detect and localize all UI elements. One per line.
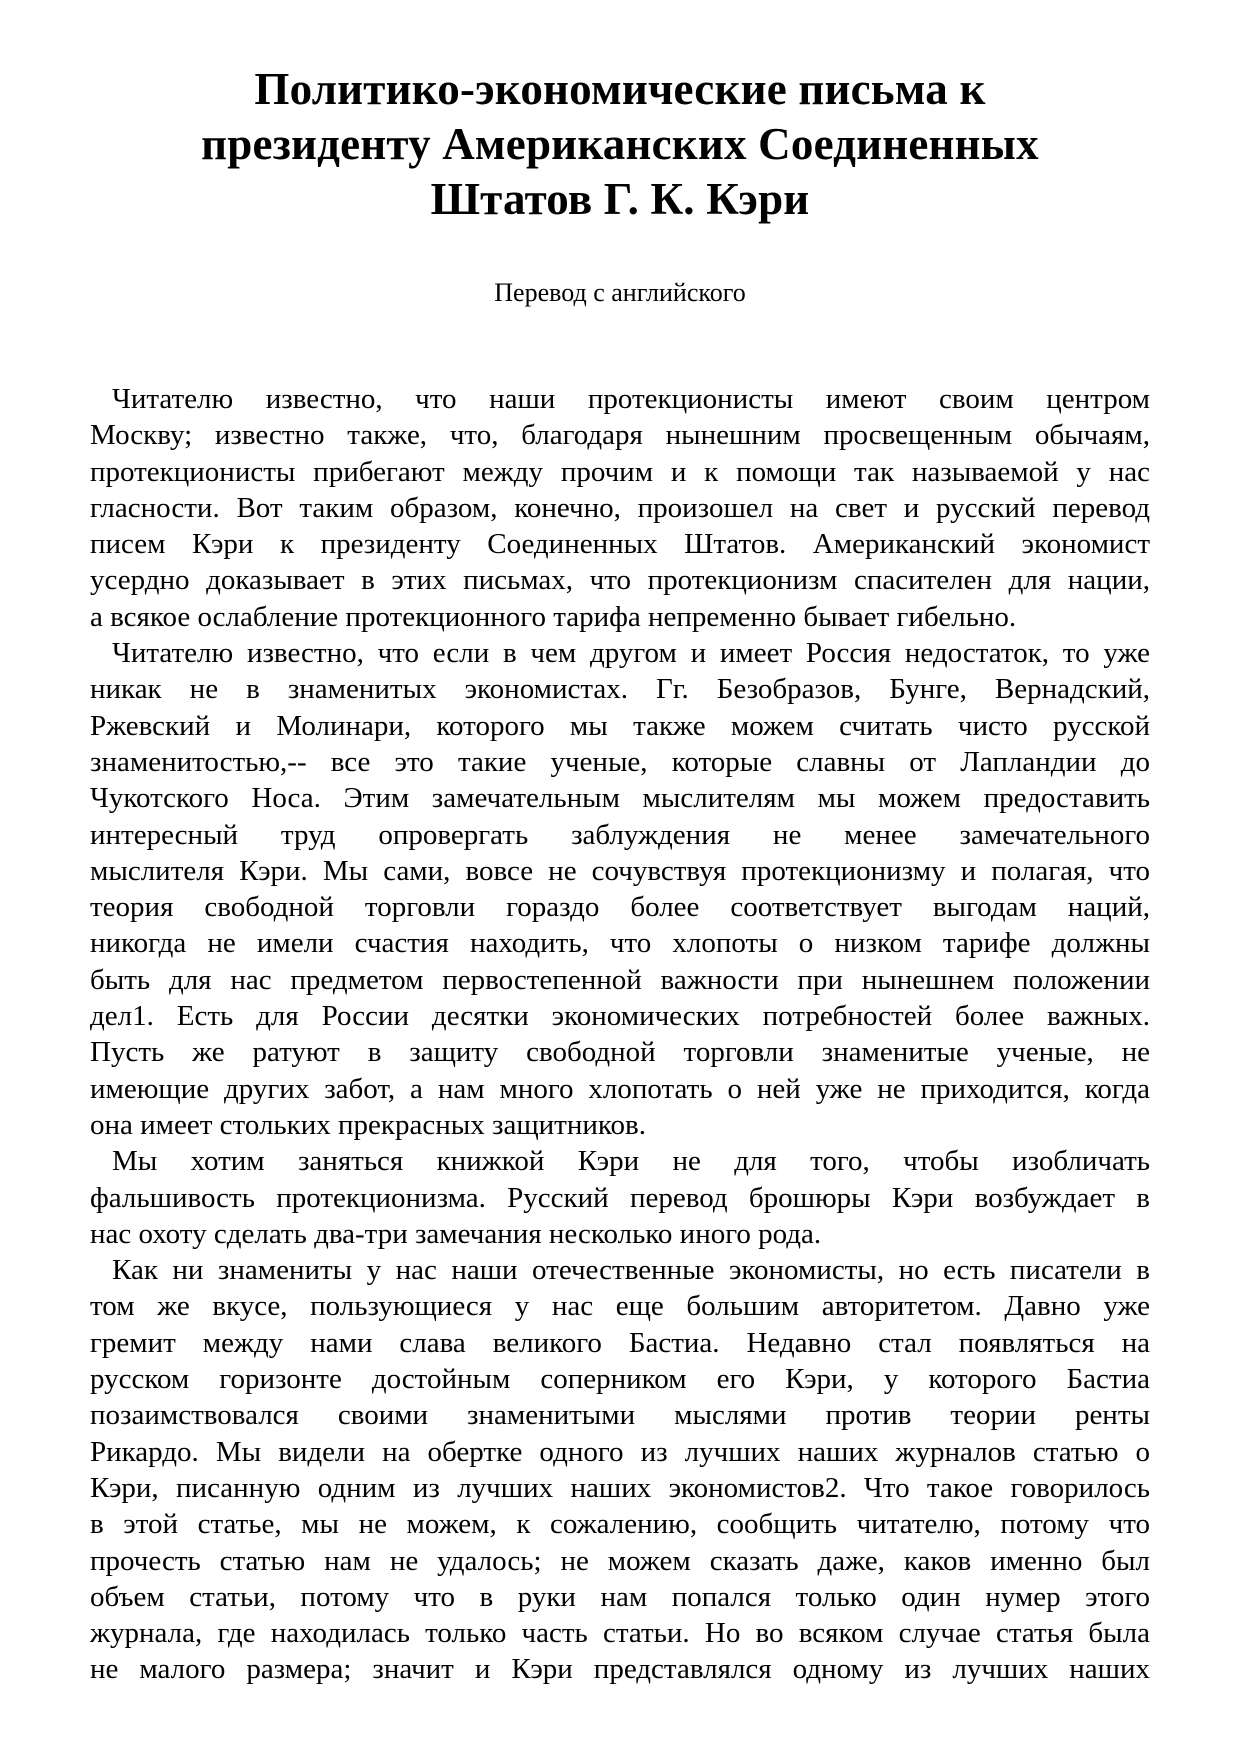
paragraph-line: объем статьи, потому что в руки нам попался только один нумер этого	[90, 1580, 1150, 1613]
paragraph-line: Мы хотим заняться книжкой Кэри не для того, чтобы изобличать	[112, 1145, 1150, 1178]
paragraph-line: Пусть же ратуют в защиту свободной торговли знаменитые ученые, не	[90, 1036, 1150, 1069]
paragraph-line: быть для нас предметом первостепенной важности при нынешнем положении	[90, 963, 1150, 996]
title-line: Политико-экономические письма к	[254, 64, 986, 114]
document-title	[100, 62, 1140, 227]
title-line: президенту Американских Соединенных	[201, 119, 1039, 169]
paragraph-line: усердно доказывает в этих письмах, что протекционизм спасителен для нации,	[90, 564, 1150, 597]
paragraph-line: никак не в знаменитых экономистах. Гг. Безобразов, Бунге, Вернадский,	[90, 673, 1150, 706]
paragraph-line: Москву; известно также, что, благодаря нынешним просвещенным обычаям,	[90, 419, 1150, 452]
paragraph-line: Читателю известно, что если в чем другом и имеет Россия недостаток, то уже	[112, 637, 1150, 670]
paragraph-line: Читателю известно, что наши протекционисты имеют своим центром	[112, 383, 1150, 415]
paragraph-line: Как ни знамениты у нас наши отечественные экономисты, но есть писатели в	[112, 1254, 1150, 1287]
paragraph-line: никогда не имели счастия находить, что хлопоты о низком тарифе должны	[90, 927, 1150, 960]
paragraph	[90, 1143, 1150, 1252]
paragraph-line: прочесть статью нам не удалось; не можем сказать даже, каков именно был	[90, 1544, 1150, 1577]
paragraph-line: она имеет стольких прекрасных защитников.	[90, 1108, 646, 1141]
paragraph-line: Кэри, писанную одним из лучших наших экономистов2. Что такое говорилось	[90, 1471, 1150, 1504]
paragraph-line: в этой статье, мы не можем, к сожалению, сообщить читателю, потому что	[90, 1508, 1150, 1541]
paragraph	[90, 381, 1150, 635]
paragraph	[90, 635, 1150, 1143]
paragraph-line: нас охоту сделать два-три замечания несколько иного рода.	[90, 1217, 822, 1250]
paragraph-line: гласности. Вот таким образом, конечно, произошел на свет и русский перевод	[90, 491, 1150, 524]
paragraph-line: мыслителя Кэри. Мы сами, вовсе не сочувствуя протекционизму и полагая, что	[90, 854, 1150, 887]
paragraph-line: том же вкусе, пользующиеся у нас еще большим авторитетом. Давно уже	[90, 1290, 1150, 1323]
document-subtitle: Перевод с английского	[494, 278, 746, 307]
paragraph-line: а всякое ослабление протекционного тарифа непременно бывает гибельно.	[90, 600, 1017, 633]
paragraph-line: знаменитостью,-- все это такие ученые, которые славны от Лапландии до	[90, 745, 1150, 778]
paragraph-line: Ржевский и Молинари, которого мы также можем считать чисто русской	[90, 709, 1150, 742]
paragraph	[90, 1252, 1150, 1688]
paragraph-line: дел1. Есть для России десятки экономических потребностей более важных.	[90, 1000, 1150, 1033]
paragraph-line: интересный труд опровергать заблуждения не менее замечательного	[90, 818, 1150, 851]
paragraph-line: позаимствовался своими знаменитыми мыслями против теории ренты	[90, 1399, 1150, 1432]
document-body	[90, 381, 1150, 1688]
paragraph-line: теория свободной торговли гораздо более соответствует выгодам наций,	[90, 891, 1150, 924]
paragraph-line: гремит между нами слава великого Бастиа. Недавно стал появляться на	[90, 1326, 1150, 1359]
title-line: Штатов Г. К. Кэри	[430, 174, 810, 224]
paragraph-line: писем Кэри к президенту Соединенных Штатов. Американский экономист	[90, 528, 1150, 561]
paragraph-line: протекционисты прибегают между прочим и к помощи так называемой у нас	[90, 455, 1150, 488]
paragraph-line: Чукотского Носа. Этим замечательным мыслителям мы можем предоставить	[90, 782, 1150, 815]
paragraph-line: имеющие других забот, а нам много хлопотать о ней уже не приходится, когда	[90, 1072, 1150, 1105]
paragraph-line: журнала, где находилась только часть статьи. Но во всяком случае статья была	[90, 1617, 1150, 1650]
paragraph-line: Рикардо. Мы видели на обертке одного из лучших наших журналов статью о	[90, 1435, 1150, 1468]
paragraph-line: фальшивость протекционизма. Русский перевод брошюры Кэри возбуждает в	[90, 1181, 1150, 1214]
paragraph-line: не малого размера; значит и Кэри представлялся одному из лучших наших	[90, 1653, 1150, 1686]
paragraph-line: русском горизонте достойным соперником его Кэри, у которого Бастиа	[90, 1363, 1150, 1396]
